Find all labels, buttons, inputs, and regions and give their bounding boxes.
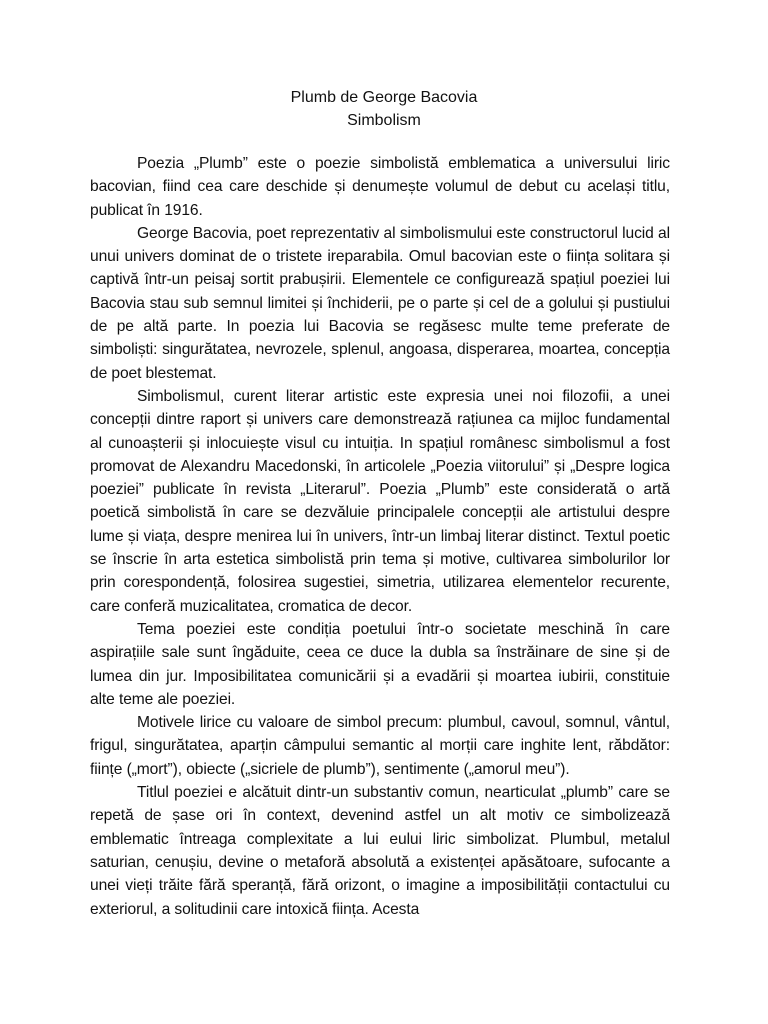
paragraph-2: George Bacovia, poet reprezentativ al simbolismului este constructorul lucid al unui univers dominat de o tristete ireparabila. Omul bacovian este o ființa solitara și captivă într-un peisaj sortit prabușirii. Elementele ce configurează spațiul poeziei lui Bacovia stau sub semnul limitei și închiderii, pe o parte și cel de a golului și pustiului de pe altă parte. In poezia lui Bacovia se regăsesc multe teme preferate de simboliști: singurătatea, nevrozele, splenul, angoasa, disperarea, moartea, concepția de poet blestemat. (90, 224, 670, 382)
document-subtitle: Simbolism (347, 112, 421, 129)
document-title: Plumb de George Bacovia (290, 89, 478, 106)
document-header (0, 86, 768, 132)
paragraph-4: Tema poeziei este condiția poetului într-o societate meschină în care aspirațiile sale sunt îngăduite, ceea ce duce la dubla sa înstrăinare de sine și de lumea din jur. Imposibilitatea comunicării și a evadării și moartea iubirii, constituie alte teme ale poeziei. (90, 620, 670, 708)
paragraph-1: Poezia „Plumb” este o poezie simbolistă emblematica a universului liric bacovian, fiind cea care deschide și denumește volumul de debut cu același titlu, publicat în 1916. (90, 155, 670, 219)
paragraph-5: Motivele lirice cu valoare de simbol precum: plumbul, cavoul, somnul, vântul, frigul, singurătatea, aparțin câmpului semantic al morții care inghite lent, răbdător: ființe („mort”), obiecte („sicriele de plumb”), sentimente („amorul meu”). (90, 714, 670, 778)
document-body (90, 152, 670, 921)
paragraph-6: Titlul poeziei e alcătuit dintr-un substantiv comun, nearticulat „plumb” care se repetă de șase ori în context, devenind astfel un alt motiv ce simbolizează emblematic întreaga complexitate a lui eului liric simbolizat. Plumbul, metalul saturian, cenușiu, devine o metaforă absolută a existenței apăsătoare, sufocante a unei vieți trăite fără speranță, fără orizont, o imagine a imposibilității contactului cu exteriorul, a solitudinii care intoxică ființa. Acesta (90, 784, 670, 918)
paragraph-3: Simbolismul, curent literar artistic este expresia unei noi filozofii, a unei concepții dintre raport și univers care demonstrează rațiunea ca mijloc fundamental al cunoașterii și inlocuiește visul cu intuiția. In spațiul românesc simbolismul a fost promovat de Alexandru Macedonski, în articolele „Poezia viitorului” și „Despre logica poeziei” publicate în revista „Literarul”. Poezia „Plumb” este considerată o artă poetică simbolistă în care se dezvăluie principalele concepții ale artistului despre lume și viața, despre menirea lui în univers, într-un limbaj literar distinct. Textul poetic se înscrie în arta estetica simbolistă prin tema și motive, cultivarea simbolurilor lor prin corespondență, folosirea sugestiei, simetria, utilizarea elementelor recurente, care conferă muzicalitatea, cromatica de decor. (90, 387, 670, 615)
